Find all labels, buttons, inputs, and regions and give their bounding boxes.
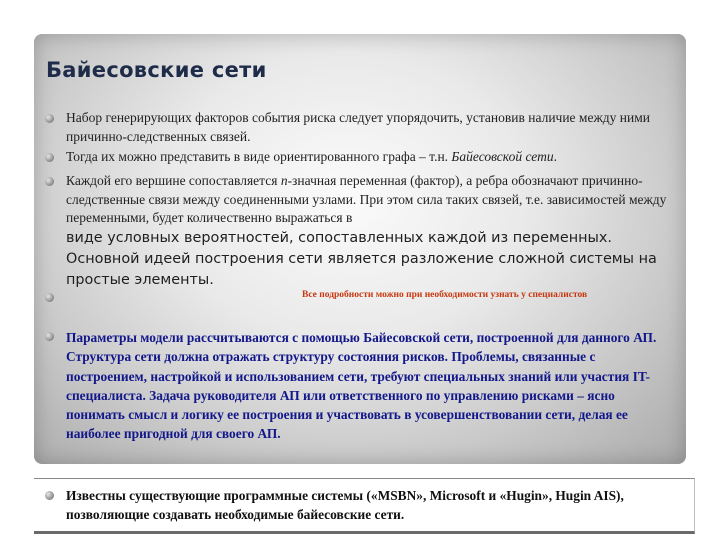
bullet-text-5: Параметры модели рассчитываются с помощью Байесовской сети, построенной для данного АП. Структура сети должна отражать структуру состояния рисков. Проблемы, связанные с построением, настройкой и использованием сети, требуют специальных знаний или участия IT-специалиста. Задача руководителя АП или ответственного по управлению рисками – ясно понимать смысл и логику ее построения и участвовать в усовершенствовании сети, делая ее наиболее пригодной для своего АП. [66, 330, 657, 442]
bullet-dot-icon [45, 114, 54, 123]
bullet-dot-icon [45, 293, 54, 302]
specialists-note: Все подробности можно при необходимости узнать у специалистов [302, 290, 588, 300]
bullet-3-text-b: -значная переменная (фактор), а ребра обозначают причинно-следственные связи между соединенными узлами. При этом сила таких связей, т.е. зависимостей между переменными, будет количественно выражаться в [66, 173, 667, 225]
bullet-dot-icon [45, 153, 54, 162]
bullet-2-text: Тогда их можно представить в виде ориентированного графа – т.н. [66, 149, 452, 164]
bullet-dot-icon [45, 332, 54, 341]
bullet-dot-icon [45, 491, 54, 500]
bullet-text-3-continued: виде условных вероятностей, сопоставленных каждой из переменных. Основной идеей построения сети является разложение сложной системы на простые элементы. [66, 230, 657, 288]
bullet-2-end: . [553, 149, 557, 164]
bullet-text-6: Известны существующие программные системы («MSBN», Microsoft и «Hugin», Hugin AIS), позволяющие создавать необходимые байесовские сети. [66, 488, 624, 522]
bullet-dot-icon [45, 177, 54, 186]
bullet-text-1: Набор генерирующих факторов события риска следует упорядочить, установив наличие между ними причинно-следственных связей. [66, 110, 650, 144]
bullet-3-variable: n [280, 173, 288, 188]
bullet-text-3 [66, 172, 678, 228]
bullet-3-text-a: Каждой его вершине сопоставляется [66, 173, 281, 188]
bullet-2-term: Байесовской сети [451, 149, 554, 164]
bullet-text-2 [66, 148, 674, 167]
slide-title: Байесовские сети [46, 58, 267, 82]
